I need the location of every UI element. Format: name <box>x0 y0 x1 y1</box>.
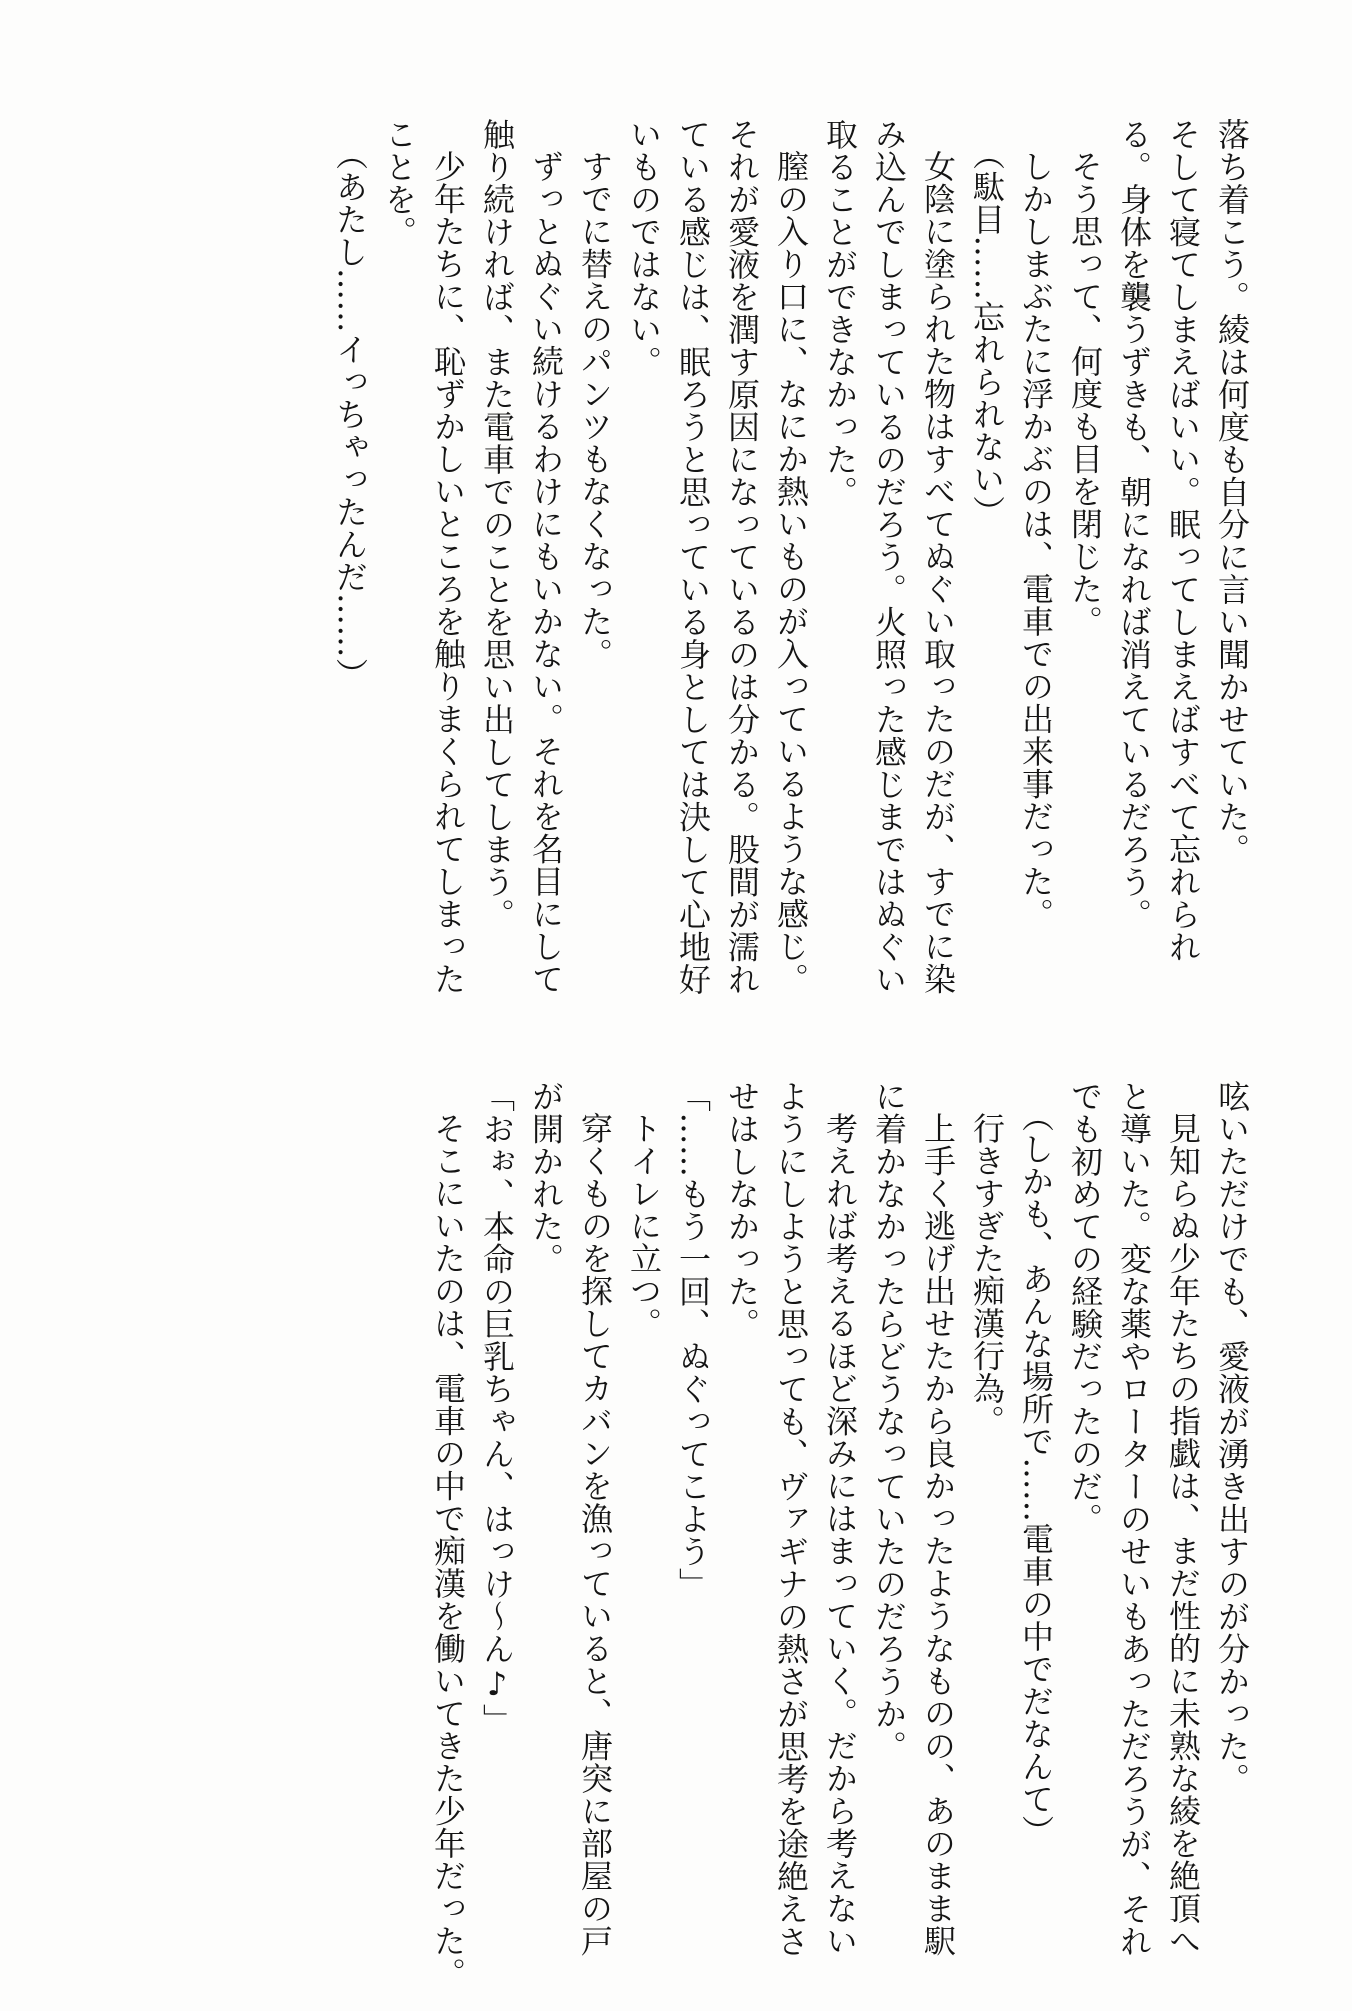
text-line: （あたし……イっちゃったんだ……） <box>331 138 369 691</box>
bottom-text-block <box>423 1080 1256 1990</box>
text-line: 考えれば考えるほど深みにはまっていく。だから考えない <box>821 1112 859 1957</box>
text-line: トイレに立つ。 <box>625 1112 663 1340</box>
text-line: ている感じは、眠ろうと思っている身としては決して心地好 <box>674 118 712 996</box>
text-line: ようにしようと思っても、ヴァギナの熱さが思考を途絶えさ <box>772 1080 810 1958</box>
top-text-block <box>325 118 1256 996</box>
text-line: （駄目……忘れられない） <box>968 138 1006 528</box>
text-line: ことを。 <box>380 118 418 248</box>
text-line: それが愛液を潤す原因になっているのは分かる。股間が濡れ <box>723 118 761 996</box>
text-line: が開かれた。 <box>527 1080 565 1275</box>
text-line: 上手く逃げ出せたから良かったようなものの、あのまま駅 <box>919 1112 957 1957</box>
text-line: 触り続ければ、また電車でのことを思い出してしまう。 <box>478 118 516 931</box>
text-line: 行きすぎた痴漢行為。 <box>968 1112 1006 1437</box>
text-line: ずっとぬぐい続けるわけにもいかない。それを名目にして <box>527 150 565 995</box>
text-line: 「……もう一回、ぬぐってこよう」 <box>674 1080 712 1600</box>
text-line: と導いた。変な薬やローターのせいもあっただろうが、それ <box>1115 1080 1153 1958</box>
text-line: 膣の入り口に、なにか熱いものが入っているような感じ。 <box>772 150 810 995</box>
text-line: しかしまぶたに浮かぶのは、電車での出来事だった。 <box>1017 150 1055 930</box>
text-line: る。身体を襲うずきも、朝になれば消えているだろう。 <box>1115 118 1153 931</box>
text-line: そう思って、何度も目を閉じた。 <box>1066 150 1104 638</box>
text-line: 少年たちに、恥ずかしいところを触りまくられてしまった <box>429 150 467 995</box>
text-line: そして寝てしまえばいい。眠ってしまえばすべて忘れられ <box>1164 118 1202 963</box>
text-line: 穿くものを探してカバンを漁っていると、唐突に部屋の戸 <box>576 1112 614 1957</box>
text-line: すでに替えのパンツもなくなった。 <box>576 150 614 670</box>
text-line: 女陰に塗られた物はすべてぬぐい取ったのだが、すでに染 <box>919 150 957 995</box>
text-line: 呟いただけでも、愛液が湧き出すのが分かった。 <box>1213 1080 1251 1795</box>
text-line: 見知らぬ少年たちの指戯は、まだ性的に未熟な綾を絶頂へ <box>1164 1112 1202 1957</box>
text-line: 「おぉ、本命の巨乳ちゃん、はっけ〜ん♪」 <box>478 1080 516 1736</box>
text-line: いものではない。 <box>625 118 663 378</box>
text-line: み込んでしまっているのだろう。火照った感じまではぬぐい <box>870 118 908 996</box>
text-line: せはしなかった。 <box>723 1080 761 1340</box>
text-line: 落ち着こう。綾は何度も自分に言い聞かせていた。 <box>1213 118 1251 866</box>
text-line: そこにいたのは、電車の中で痴漢を働いてきた少年だった。 <box>429 1112 467 1990</box>
text-line: でも初めての経験だったのだ。 <box>1066 1080 1104 1535</box>
text-line: に着かなかったらどうなっていたのだろうか。 <box>870 1080 908 1763</box>
text-line: 取ることができなかった。 <box>821 118 859 508</box>
text-line: （しかも、あんな場所で……電車の中でだなんて） <box>1017 1100 1055 1848</box>
